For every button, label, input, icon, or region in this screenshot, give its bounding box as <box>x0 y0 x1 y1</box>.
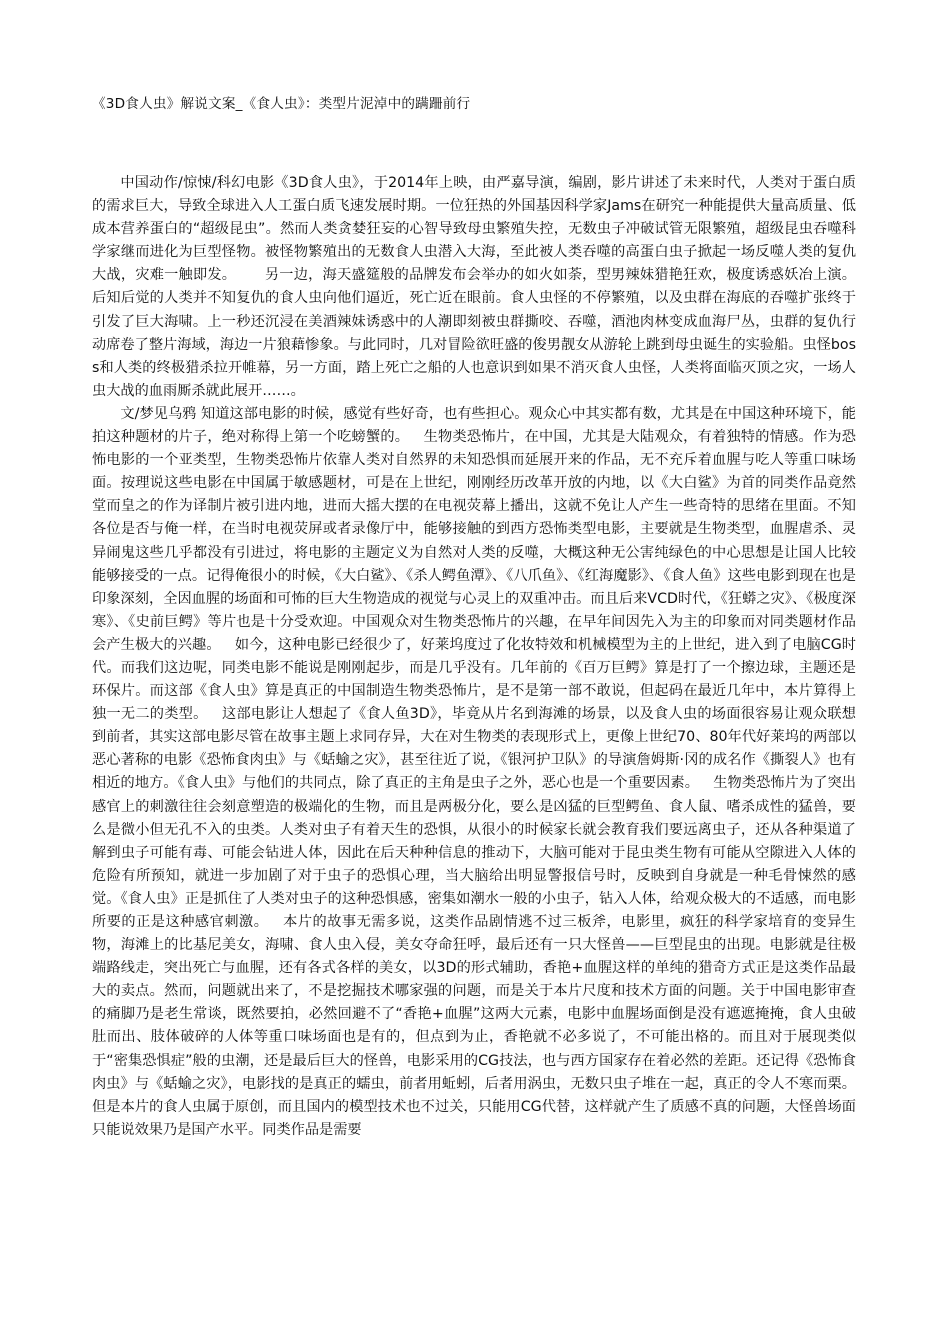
paragraph-segment: 本片的故事无需多说，这类作品剧情逃不过三板斧，电影里，疯狂的科学家培育的变异生物，海滩上的比基尼美女，海啸、食人虫入侵，美女夺命狂呼，最后还有一只大怪兽——巨型昆虫的出现。电影就是往极端路线走，突出死亡与血腥，还有各式各样的美女，以3D的形式辅助，香艳+血腥这样的单纯的猎奇方式正是这类作品最大的卖点。然而，问题就出来了，不是挖掘技术哪家强的问题，而是关于本片尺度和技术方面的问题。关于中国电影审查的痛脚乃是老生常谈，既然要拍，必然回避不了“香艳+血腥”这两大元素，电影中血腥场面倒是没有遮遮掩掩，食人虫破肚而出、肢体破碎的人体等重口味场面也是有的，但点到为止，香艳就不必多说了，不可能出格的。而且对于展现类似于“密集恐惧症”般的虫潮，还是最后巨大的怪兽，电影采用的CG技法，也与西方国家存在着必然的差距。还记得《恐怖食肉虫》与《蛞蝓之灾》，电影找的是真正的蠕虫，前者用蚯蚓，后者用涡虫，无数只虫子堆在一起，真正的令人不寒而栗。但是本片的食人虫属于原创，而且国内的模型技术也不过关，只能用CG代替，这样就产生了质感不真的问题，大怪兽场面只能说效果乃是国产水平。同类作品是需要 <box>92 914 856 1138</box>
paragraph-segment: 生物类恐怖片，在中国，尤其是大陆观众，有着独特的情感。作为恐怖电影的一个亚类型，生物类恐怖片依靠人类对自然界的未知恐惧而延展开来的作品，无不充斥着血腥与吃人等重口味场面。按理说这些电影在中国属于敏感题材，可是在上世纪，刚刚经历改革开放的内地，以《大白鲨》为首的同类作品竟然堂而皇之的作为译制片被引进内地，进而大摇大摆的在电视荧幕上播出，这就不免让人产生一些奇特的思绪在里面。不知各位是否与俺一样，在当时电视荧屏或者录像厅中，能够接触的到西方恐怖类型电影，主要就是生物类型，血腥虐杀、灵异闹鬼这些几乎都没有引进过，将电影的主题定义为自然对人类的反噬，大概这种无公害纯绿色的中心思想是让国人比较能够接受的一点。记得俺很小的时候，《大白鲨》、《杀人鳄鱼潭》、《八爪鱼》、《红海魔影》、《食人鱼》这些电影到现在也是印象深刻，全因血腥的场面和可怖的巨大生物造成的视觉与心灵上的双重冲击。而且后来VCD时代，《狂蟒之灾》、《极度深寒》、《史前巨鳄》等片也是十分受欢迎。中国观众对生物类恐怖片的兴趣，在早年间因先入为主的印象而对同类题材作品会产生极大的兴趣。 <box>92 429 856 653</box>
paragraph-segment: 这部电影让人想起了《食人鱼3D》，毕竟从片名到海滩的场景，以及食人虫的场面很容易让观众联想到前者，其实这部电影尽管在故事主题上求同存异，大在对生物类的表现形式上，更像上世纪70、80年代好莱坞的两部以恶心著称的电影《恐怖食肉虫》与《蛞蝓之灾》，甚至往近了说，《银河护卫队》的导演詹姆斯·冈的成名作《撕裂人》也有相近的地方。《食人虫》与他们的共同点，除了真正的主角是虫子之外，恶心也是一个重要因素。 <box>92 706 856 792</box>
document-body <box>92 172 856 1142</box>
paragraph-segment: 中国动作/惊悚/科幻电影《3D食人虫》，于2014年上映，由严嘉导演，编剧，影片讲述了未来时代，人类对于蛋白质的需求巨大，导致全球进入人工蛋白质飞速发展时期。一位狂热的外国基因科学家Jams在研究一种能提供大量高质量、低成本营养蛋白的“超级昆虫”。然而人类贪婪狂妄的心智导致母虫繁殖失控，无数虫子冲破试管无限繁殖，超级昆虫吞噬科学家继而进化为巨型怪物。被怪物繁殖出的无数食人虫潜入大海，至此被人类吞噬的高蛋白虫子掀起一场反噬人类的复仇大战，灾难一触即发。 <box>92 175 856 284</box>
paragraph-synopsis <box>92 172 856 403</box>
paragraph-review <box>92 403 856 1142</box>
document-page <box>92 94 856 1142</box>
paragraph-segment: 如今，这种电影已经很少了，好莱坞度过了化妆特效和机械模型为主的上世纪，进入到了电脑CG时代。而我们这边呢，同类电影不能说是刚刚起步，而是几乎没有。几年前的《百万巨鳄》算是打了一个擦边球，主题还是环保片。而这部《食人虫》算是真正的中国制造生物类恐怖片，是不是第一部不敢说，但起码在最近几年中，本片算得上独一无二的类型。 <box>92 636 856 723</box>
paragraph-segment: 另一边，海天盛筵般的品牌发布会举办的如火如荼，型男辣妹猎艳狂欢，极度诱惑妖冶上演。后知后觉的人类并不知复仇的食人虫向他们逼近，死亡近在眼前。食人虫怪的不停繁殖，以及虫群在海底的吞噬扩张终于引发了巨大海啸。上一秒还沉浸在美酒辣妹诱惑中的人潮即刻被虫群撕咬、吞噬，酒池肉林变成血海尸丛，虫群的复仇行动席卷了整片海域，海边一片狼藉惨象。与此同时，几对冒险欲旺盛的俊男靓女从游轮上跳到母虫诞生的实验船。虫怪boss和人类的终极猎杀拉开帷幕，另一方面，踏上死亡之船的人也意识到如果不消灭食人虫怪，人类将面临灭顶之灾，一场人虫大战的血雨厮杀就此展开……。 <box>92 267 856 399</box>
paragraph-segment <box>236 267 264 283</box>
paragraph-segment: 生物类恐怖片为了突出感官上的刺激往往会刻意塑造的极端化的生物，而且是两极分化，要么是凶猛的巨型鳄鱼、食人鼠、嗜杀成性的猛兽，要么是微小但无孔不入的虫类。人类对虫子有着天生的恐惧，从很小的时候家长就会教育我们要远离虫子，还从各种渠道了解到虫子可能有毒、可能会钻进人体，因此在后天种种信息的推动下，大脑可能对于昆虫类生物有可能从空隙进入人体的危险有所预知，就进一步加剧了对于虫子的恐惧心理，当大脑给出明显警报信号时，反映到自身就是一种毛骨悚然的感觉。《食人虫》正是抓住了人类对虫子的这种恐惧感，密集如潮水一般的小虫子，钻入人体，给观众极大的不适感，而电影所要的正是这种感官刺激。 <box>92 775 856 930</box>
document-title: 《3D食人虫》解说文案_《食人虫》：类型片泥淖中的蹒跚前行 <box>92 96 471 112</box>
paragraph-segment: 文/梦见乌鸦 知道这部电影的时候，感觉有些好奇，也有些担心。观众心中其实都有数，尤其是在中国这种环境下，能拍这种题材的片子，绝对称得上第一个吃螃蟹的。 <box>92 405 856 446</box>
